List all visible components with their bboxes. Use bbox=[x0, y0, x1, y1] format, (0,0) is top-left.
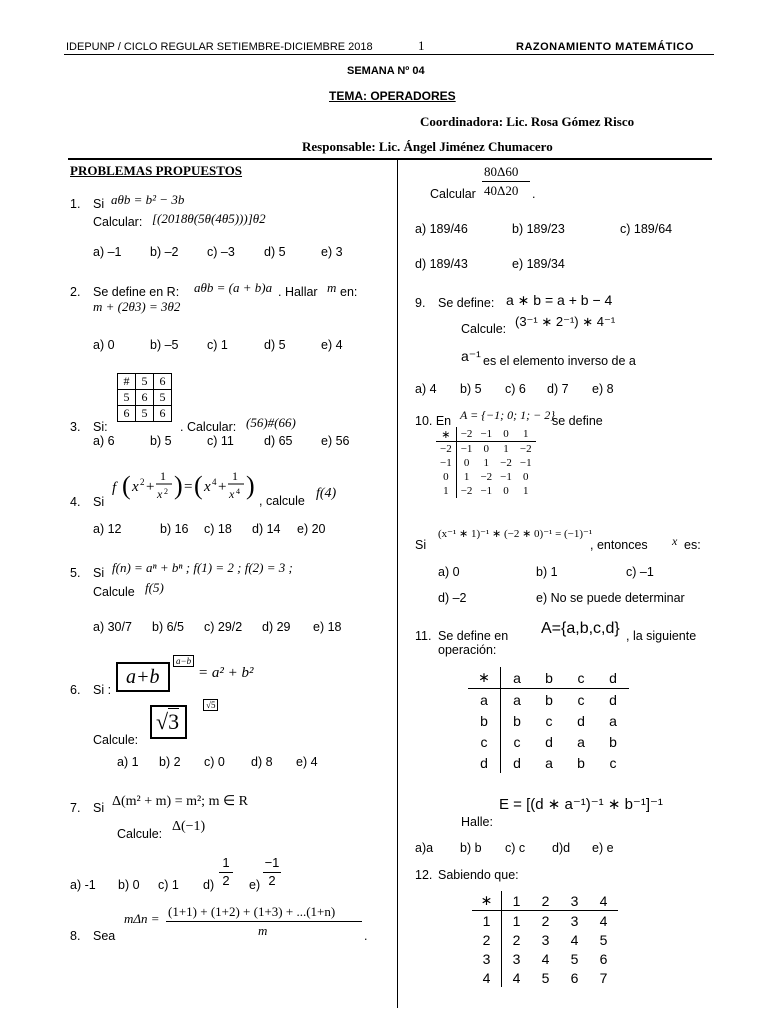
problem-1-option-a: a) –1 bbox=[93, 245, 122, 259]
problem-10-set: A = {−1; 0; 1; − 2} bbox=[460, 408, 555, 422]
table-cell: 6 bbox=[570, 969, 579, 986]
problem-3-si: Si: bbox=[93, 420, 108, 434]
table-cell: 4 bbox=[570, 931, 579, 948]
table-corner: ∗ bbox=[436, 427, 456, 442]
problem-7-e-numerator: −1 bbox=[264, 855, 280, 870]
problem-2-number: 2. bbox=[70, 285, 81, 299]
table-cell: −1 bbox=[519, 457, 532, 469]
table-cell: 0 bbox=[522, 471, 529, 483]
table-header: a bbox=[501, 667, 534, 689]
table-row bbox=[436, 484, 536, 498]
problem-3-grid bbox=[117, 373, 172, 422]
grid-cell: 6 bbox=[154, 374, 172, 390]
problem-1-si: Si bbox=[93, 197, 105, 211]
table-cell: 5 bbox=[541, 969, 550, 986]
problem-8-numerator: (1+1) + (1+2) + (1+3) + ...(1+n) bbox=[168, 904, 336, 919]
svg-text:1: 1 bbox=[160, 469, 166, 483]
problem-11-number: 11. bbox=[415, 629, 432, 643]
table-header: 1 bbox=[502, 891, 532, 911]
problem-2-hallar: . Hallar bbox=[278, 285, 318, 299]
problem-6-rhs: = a² + b² bbox=[198, 665, 254, 681]
problem-10-si: Si bbox=[415, 538, 427, 552]
problem-1-expression: [(2018θ(5θ(4θ5)))]θ2 bbox=[152, 211, 266, 226]
table-cell: 3 bbox=[541, 931, 550, 948]
table-row bbox=[468, 710, 629, 731]
table-cell: b bbox=[609, 733, 617, 750]
problem-6-number: 6. bbox=[70, 683, 81, 697]
svg-text:2: 2 bbox=[164, 487, 168, 496]
problem-7-e-denominator: 2 bbox=[268, 873, 276, 888]
row-header: −1 bbox=[440, 457, 452, 469]
problem-2-en: en: bbox=[340, 285, 358, 299]
table-row bbox=[472, 930, 618, 949]
row-header: 1 bbox=[482, 912, 491, 929]
table-header: 4 bbox=[589, 891, 618, 911]
problem-1-number: 1. bbox=[70, 197, 81, 211]
problem-1-calc-label: Calcular: bbox=[93, 215, 143, 229]
problem-6-option-e: e) 4 bbox=[296, 755, 318, 769]
problem-8-denominator: m bbox=[258, 923, 268, 938]
row-header: 4 bbox=[482, 969, 491, 986]
svg-text:x: x bbox=[204, 479, 211, 495]
grid-cell: 5 bbox=[136, 374, 154, 390]
row-header: c bbox=[480, 733, 488, 750]
table-header: 3 bbox=[560, 891, 589, 911]
problem-9-note: es el elemento inverso de a bbox=[483, 354, 636, 368]
problem-5-number: 5. bbox=[70, 566, 81, 580]
grid-cell: 6 bbox=[136, 390, 154, 406]
responsible: Responsable: Lic. Ángel Jiménez Chumacero bbox=[302, 139, 553, 154]
problem-11-text: Se define en bbox=[438, 629, 509, 643]
problem-2-option-d: d) 5 bbox=[264, 338, 286, 352]
problem-9-option-a: a) 4 bbox=[415, 382, 437, 396]
problem-11-option-c: c) c bbox=[505, 841, 526, 855]
header-rule bbox=[64, 54, 714, 55]
problem-3-expression: (56)#(66) bbox=[246, 415, 296, 430]
problem-3-option-d: d) 65 bbox=[264, 434, 293, 448]
problem-2-option-e: e) 4 bbox=[321, 338, 343, 352]
problem-8-calc-denominator: 40Δ20 bbox=[484, 183, 519, 198]
problem-7-calc-label: Calcule: bbox=[117, 827, 163, 841]
problem-9-option-b: b) 5 bbox=[460, 382, 482, 396]
topic-title: TEMA: OPERADORES bbox=[329, 89, 456, 103]
problem-3-option-a: a) 6 bbox=[93, 434, 115, 448]
table-cell: −1 bbox=[500, 471, 512, 483]
problem-7-d-numerator: 1 bbox=[222, 855, 230, 870]
problem-8-option-c: c) 189/64 bbox=[620, 222, 673, 236]
table-row bbox=[436, 470, 536, 484]
sqrt-icon: √ bbox=[156, 709, 169, 734]
table-header: 1 bbox=[516, 427, 536, 442]
row-header: 2 bbox=[482, 931, 491, 948]
table-cell: −1 bbox=[480, 485, 493, 497]
problem-7-option-e: e) bbox=[249, 878, 261, 892]
svg-text:x: x bbox=[132, 479, 139, 495]
problem-11-halle: Halle: bbox=[461, 815, 493, 829]
table-cell: a bbox=[545, 754, 553, 771]
problem-12-number: 12. bbox=[415, 868, 433, 882]
problem-8-number: 8. bbox=[70, 929, 81, 943]
problem-7-d-denominator: 2 bbox=[222, 873, 230, 888]
svg-text:4: 4 bbox=[212, 477, 217, 487]
problem-4-option-e: e) 20 bbox=[297, 522, 326, 536]
header-subject: RAZONAMIENTO MATEMÁTICO bbox=[516, 41, 694, 53]
table-cell: d bbox=[609, 691, 617, 708]
problem-5-si: Si bbox=[93, 566, 105, 580]
grid-cell: 5 bbox=[154, 390, 172, 406]
row-header: −2 bbox=[440, 443, 452, 455]
problem-6-boxed-root bbox=[150, 705, 187, 739]
table-cell: d bbox=[577, 712, 585, 729]
problem-11-table bbox=[468, 667, 629, 773]
svg-text:(: ( bbox=[122, 471, 131, 500]
row-header: 3 bbox=[482, 950, 491, 967]
problem-4-si: Si bbox=[93, 495, 105, 509]
svg-text:1: 1 bbox=[232, 469, 238, 483]
problem-11-option-e: e) e bbox=[592, 841, 614, 855]
problem-2-option-c: c) 1 bbox=[207, 338, 228, 352]
problem-12-table bbox=[472, 891, 618, 987]
table-cell: −2 bbox=[500, 457, 512, 469]
svg-text:x: x bbox=[229, 487, 235, 501]
problem-8-label: Sea bbox=[93, 929, 116, 943]
problem-8-option-a: a) 189/46 bbox=[415, 222, 468, 236]
table-cell: 5 bbox=[570, 950, 579, 967]
problem-4-option-c: c) 18 bbox=[204, 522, 232, 536]
period: . bbox=[364, 929, 368, 943]
problem-7-option-a: a) -1 bbox=[70, 878, 96, 892]
table-cell: −1 bbox=[456, 442, 476, 457]
problem-6-root-value: 3 bbox=[168, 709, 180, 734]
problem-1-option-c: c) –3 bbox=[207, 245, 235, 259]
problem-8-option-e: e) 189/34 bbox=[512, 257, 565, 271]
row-header: a bbox=[480, 691, 488, 708]
section-title: PROBLEMAS PROPUESTOS bbox=[70, 163, 243, 178]
table-cell: −2 bbox=[456, 484, 476, 498]
table-cell: c bbox=[501, 731, 534, 752]
table-cell: c bbox=[577, 691, 585, 708]
table-cell: 7 bbox=[599, 969, 608, 986]
table-cell: 4 bbox=[502, 968, 532, 987]
table-cell: b bbox=[577, 754, 585, 771]
table-cell: 3 bbox=[502, 949, 532, 968]
table-cell: 1 bbox=[522, 485, 529, 497]
problem-5-option-b: b) 6/5 bbox=[152, 620, 184, 634]
row-header: b bbox=[480, 712, 488, 729]
problem-4-number: 4. bbox=[70, 495, 81, 509]
table-cell: 1 bbox=[483, 457, 490, 469]
problem-2-equation: m + (2θ3) = 3θ2 bbox=[93, 299, 181, 314]
table-header: d bbox=[597, 667, 629, 689]
grid-cell: 6 bbox=[154, 406, 172, 422]
problem-9-option-d: d) 7 bbox=[547, 382, 569, 396]
problem-8-lhs: mΔn = bbox=[124, 911, 160, 926]
table-row bbox=[468, 689, 629, 711]
table-header: b bbox=[533, 667, 565, 689]
table-header: c bbox=[565, 667, 597, 689]
svg-text:2: 2 bbox=[140, 477, 145, 487]
problem-6-si: Si : bbox=[93, 683, 112, 697]
problem-6-exponent: a−b bbox=[173, 655, 194, 667]
table-cell: d bbox=[501, 752, 534, 773]
fraction-bar bbox=[482, 181, 530, 182]
problem-3-calc-label: . Calcular: bbox=[180, 420, 237, 434]
problem-11-option-b: b) b bbox=[460, 841, 482, 855]
problem-8-option-d: d) 189/43 bbox=[415, 257, 468, 271]
page-number: 1 bbox=[418, 38, 425, 53]
table-row bbox=[472, 911, 618, 931]
svg-text:): ) bbox=[246, 471, 255, 500]
coordinator: Coordinadora: Lic. Rosa Gómez Risco bbox=[420, 114, 635, 129]
problem-10-option-a: a) 0 bbox=[438, 565, 460, 579]
problem-7-option-d: d) bbox=[203, 878, 215, 892]
problem-11-set: A={a,b,c,d} bbox=[541, 620, 620, 637]
problem-4-option-b: b) 16 bbox=[160, 522, 189, 536]
problem-4-option-d: d) 14 bbox=[252, 522, 281, 536]
table-cell: 1 bbox=[502, 911, 532, 931]
table-cell: 0 bbox=[483, 443, 490, 455]
header-course: IDEPUNP / CICLO REGULAR SETIEMBRE-DICIEMBRE 2018 bbox=[66, 41, 373, 53]
table-cell: 1 bbox=[503, 443, 509, 455]
problem-11-option-a: a)a bbox=[415, 841, 434, 855]
problem-2-definition: aθb = (a + b)a bbox=[194, 280, 273, 295]
problem-8-calc-numerator: 80Δ60 bbox=[484, 164, 519, 179]
problem-10-es: es: bbox=[684, 538, 701, 552]
problem-1-option-e: e) 3 bbox=[321, 245, 343, 259]
svg-text:+: + bbox=[218, 479, 227, 495]
problem-3-option-e: e) 56 bbox=[321, 434, 350, 448]
row-header: d bbox=[480, 754, 488, 771]
table-row bbox=[468, 731, 629, 752]
problem-7-option-c: c) 1 bbox=[158, 878, 179, 892]
problem-9-inverse-symbol: a⁻¹ bbox=[461, 348, 481, 364]
problem-4-option-a: a) 12 bbox=[93, 522, 122, 536]
problem-5-option-d: d) 29 bbox=[262, 620, 291, 634]
table-cell: 2 bbox=[541, 912, 550, 929]
grid-cell: 5 bbox=[118, 390, 136, 406]
problem-3-option-b: b) 5 bbox=[150, 434, 172, 448]
problem-3-option-c: c) 11 bbox=[207, 434, 234, 448]
table-header: 2 bbox=[531, 891, 560, 911]
table-header: −1 bbox=[476, 427, 496, 442]
problem-9-text: Se define: bbox=[438, 296, 495, 310]
problem-7-definition: Δ(m² + m) = m²; m ∈ R bbox=[112, 794, 248, 809]
problem-9-number: 9. bbox=[415, 296, 426, 310]
grid-cell: # bbox=[118, 374, 136, 390]
problem-10-equation: (x⁻¹ ∗ 1)⁻¹ ∗ (−2 ∗ 0)⁻¹ = (−1)⁻¹ bbox=[438, 528, 593, 540]
svg-text:): ) bbox=[174, 471, 183, 500]
problem-10-option-d: d) –2 bbox=[438, 591, 467, 605]
table-cell: 4 bbox=[599, 912, 608, 929]
problem-10-table bbox=[436, 427, 536, 498]
problem-12-text: Sabiendo que: bbox=[438, 868, 519, 882]
problem-7-option-b: b) 0 bbox=[118, 878, 140, 892]
problem-7-expression: Δ(−1) bbox=[172, 819, 206, 834]
table-cell: 3 bbox=[570, 912, 579, 929]
problem-6-option-b: b) 2 bbox=[159, 755, 181, 769]
grid-cell: 5 bbox=[136, 406, 154, 422]
problem-5-definition: f(n) = aⁿ + bⁿ ; f(1) = 2 ; f(2) = 3 ; bbox=[112, 560, 293, 575]
problem-8-option-b: b) 189/23 bbox=[512, 222, 565, 236]
table-cell: 2 bbox=[502, 930, 532, 949]
problem-9-definition: a ∗ b = a + b − 4 bbox=[506, 292, 613, 308]
problem-3-number: 3. bbox=[70, 420, 81, 434]
problem-6-boxed-operator: a+b bbox=[116, 662, 170, 692]
problem-11-option-d: d)d bbox=[552, 841, 571, 855]
problem-5-expression: f(5) bbox=[145, 580, 164, 595]
svg-text:+: + bbox=[146, 479, 155, 495]
problem-6-root-exponent: √5 bbox=[203, 699, 218, 711]
problem-6-option-a: a) 1 bbox=[117, 755, 139, 769]
problem-5-option-a: a) 30/7 bbox=[93, 620, 132, 634]
week-title: SEMANA Nº 04 bbox=[347, 65, 425, 77]
problem-6-option-d: d) 8 bbox=[251, 755, 273, 769]
period: . bbox=[532, 187, 536, 201]
problem-10-option-b: b) 1 bbox=[536, 565, 558, 579]
grid-cell: 6 bbox=[118, 406, 136, 422]
table-row bbox=[472, 949, 618, 968]
table-row bbox=[472, 968, 618, 987]
problem-2-text: Se define en R: bbox=[93, 285, 180, 299]
problem-4-function-formula bbox=[110, 464, 260, 508]
problem-9-expression: (3⁻¹ ∗ 2⁻¹) ∗ 4⁻¹ bbox=[515, 314, 616, 329]
problem-5-option-e: e) 18 bbox=[313, 620, 342, 634]
table-cell: a bbox=[609, 712, 617, 729]
row-header: 0 bbox=[443, 471, 449, 483]
svg-text:f: f bbox=[112, 480, 117, 496]
problem-11-text-3: operación: bbox=[438, 643, 497, 657]
table-cell: 0 bbox=[503, 485, 509, 497]
table-cell: c bbox=[545, 712, 553, 729]
problem-2-option-b: b) –5 bbox=[150, 338, 179, 352]
table-cell: 4 bbox=[541, 950, 550, 967]
table-cell: a bbox=[501, 689, 534, 711]
problem-10-option-c: c) –1 bbox=[626, 565, 654, 579]
problem-1-definition: aθb = b² − 3b bbox=[111, 192, 185, 207]
problem-11-text-2: , la siguiente bbox=[626, 629, 697, 643]
problem-9-option-c: c) 6 bbox=[505, 382, 526, 396]
problem-2-option-a: a) 0 bbox=[93, 338, 115, 352]
table-header: 0 bbox=[496, 427, 516, 442]
table-cell: 5 bbox=[599, 931, 608, 948]
problem-9-option-e: e) 8 bbox=[592, 382, 614, 396]
table-cell: d bbox=[545, 733, 553, 750]
row-header: 1 bbox=[443, 485, 449, 497]
problem-7-number: 7. bbox=[70, 801, 81, 815]
table-cell: a bbox=[577, 733, 585, 750]
svg-text:4: 4 bbox=[236, 487, 240, 496]
problem-1-option-b: b) –2 bbox=[150, 245, 179, 259]
fraction-bar bbox=[166, 921, 362, 922]
table-cell: 6 bbox=[599, 950, 608, 967]
table-header: −2 bbox=[456, 427, 476, 442]
svg-text:x: x bbox=[157, 487, 163, 501]
problem-4-expression: f(4) bbox=[316, 486, 337, 501]
problem-6-calc-label: Calcule: bbox=[93, 733, 139, 747]
svg-text:(: ( bbox=[194, 471, 203, 500]
table-cell: b bbox=[545, 691, 553, 708]
top-rule bbox=[68, 158, 712, 160]
problem-10-then: , entonces bbox=[590, 538, 648, 552]
problem-9-calc-label: Calcule: bbox=[461, 322, 507, 336]
table-cell: −2 bbox=[519, 443, 532, 455]
problem-2-var: m bbox=[327, 280, 337, 295]
table-row bbox=[436, 442, 536, 457]
problem-5-calc-label: Calcule bbox=[93, 585, 135, 599]
problem-1-option-d: d) 5 bbox=[264, 245, 286, 259]
table-cell: 1 bbox=[456, 470, 476, 484]
problem-5-option-c: c) 29/2 bbox=[204, 620, 243, 634]
problem-4-calc-label: , calcule bbox=[259, 494, 305, 508]
problem-8-calc-label: Calcular bbox=[430, 187, 476, 201]
problem-10-var: x bbox=[672, 534, 678, 548]
problem-6-option-c: c) 0 bbox=[204, 755, 225, 769]
table-corner: ∗ bbox=[472, 891, 502, 911]
table-cell: b bbox=[501, 710, 534, 731]
table-cell: c bbox=[609, 754, 617, 771]
svg-text:=: = bbox=[184, 479, 193, 495]
table-row bbox=[468, 752, 629, 773]
problem-10-option-e: e) No se puede determinar bbox=[536, 591, 685, 605]
problem-11-expression: E = [(d ∗ a⁻¹)⁻¹ ∗ b⁻¹]⁻¹ bbox=[499, 796, 663, 813]
table-corner: ∗ bbox=[468, 667, 501, 689]
column-divider bbox=[397, 158, 398, 1008]
problem-10-text: se define bbox=[552, 414, 603, 428]
problem-7-si: Si bbox=[93, 801, 105, 815]
problem-10-number: 10. En bbox=[415, 414, 452, 428]
table-cell: 0 bbox=[456, 456, 476, 470]
table-cell: −2 bbox=[480, 471, 493, 483]
table-row bbox=[436, 456, 536, 470]
